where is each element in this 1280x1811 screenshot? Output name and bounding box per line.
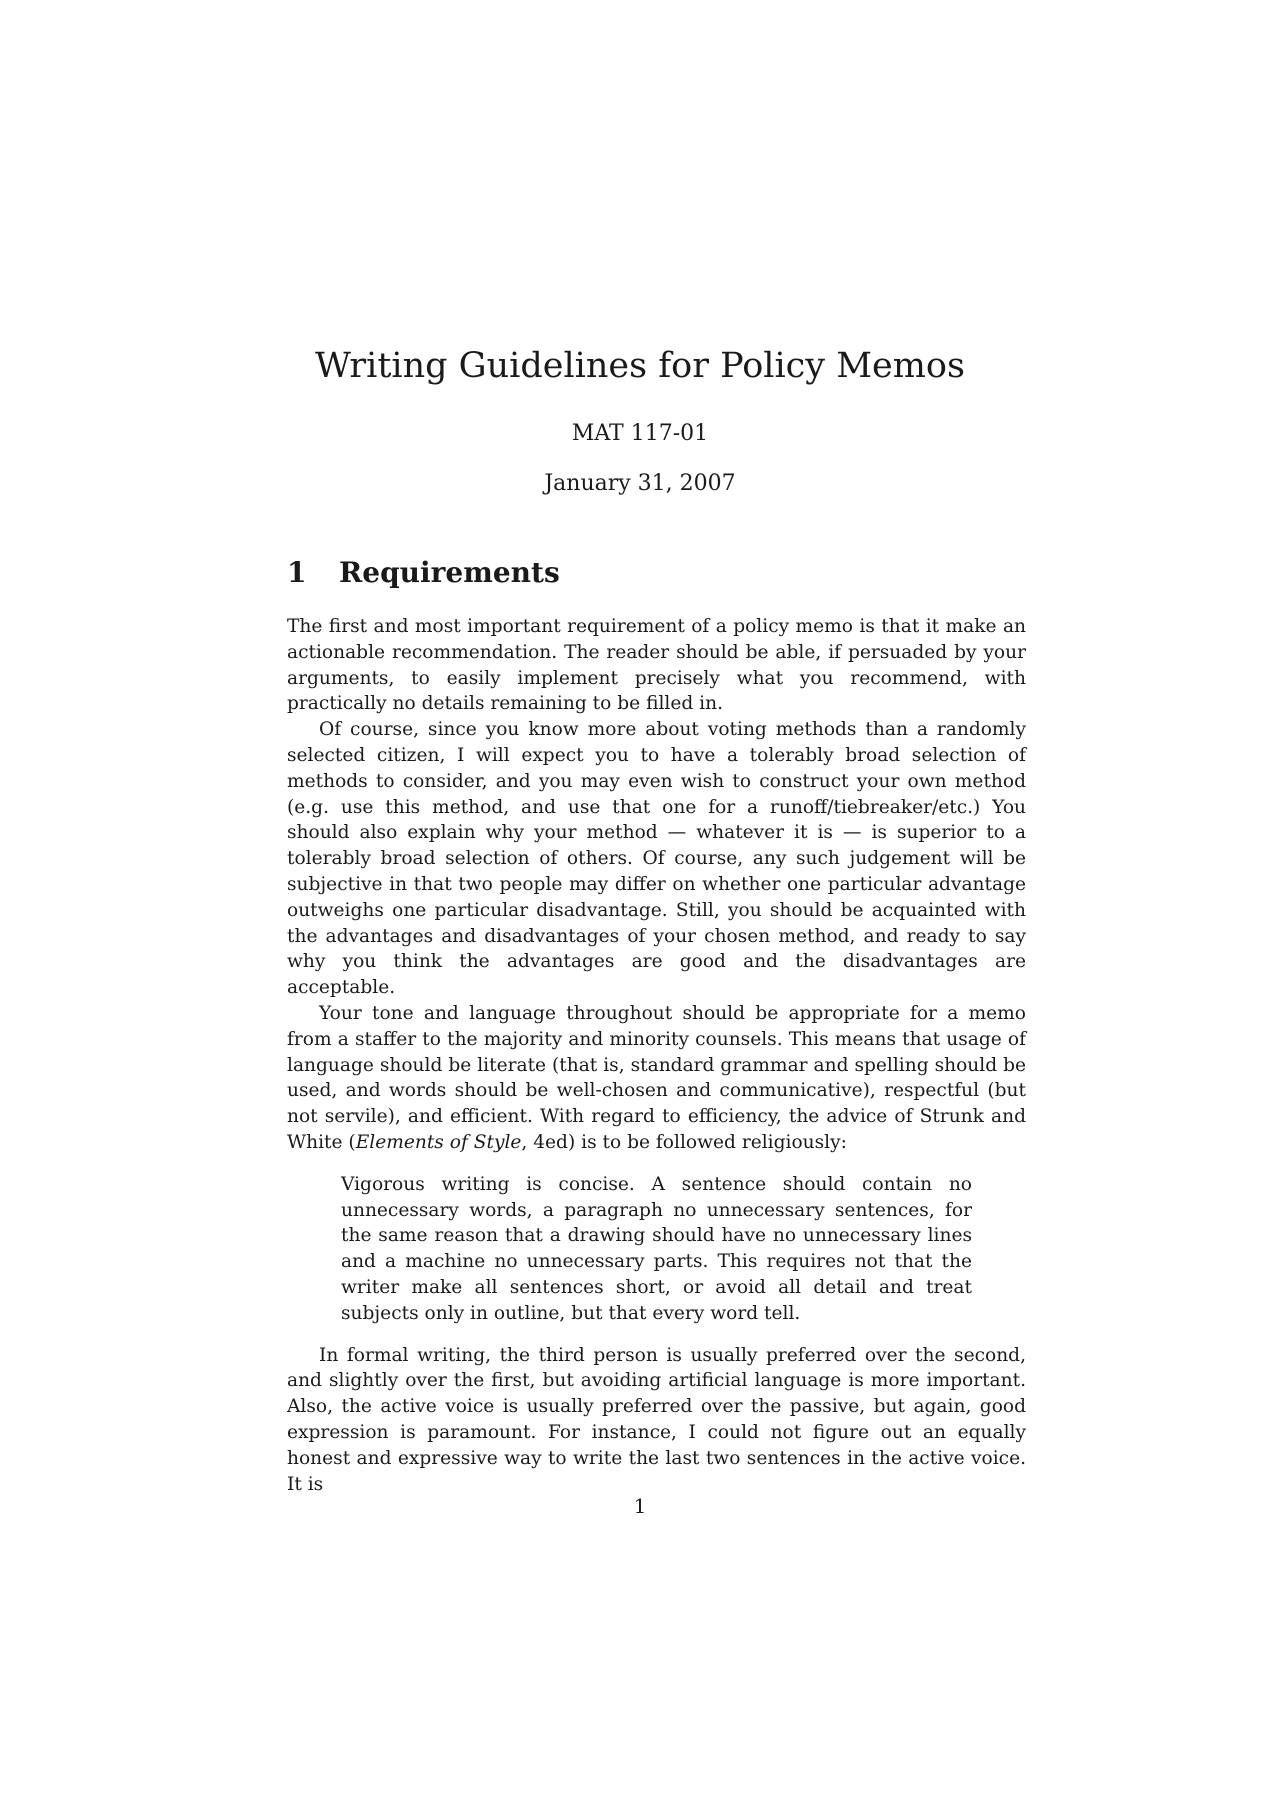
page-number: 1 <box>633 1494 647 1518</box>
course-code: MAT 117-01 <box>571 421 709 446</box>
document-title: Writing Guidelines for Policy Memos <box>315 346 965 386</box>
paragraph-3-text-end: , 4ed) is to be followed religiously: <box>521 1131 847 1153</box>
body-text <box>287 614 1026 1497</box>
section-heading <box>287 555 560 591</box>
document-date: January 31, 2007 <box>544 471 736 496</box>
paragraph-3 <box>287 1001 1026 1156</box>
section-number: 1 <box>287 556 307 589</box>
paragraph-3-text: Your tone and language throughout should be appropriate for a memo from a staffer to the majority and minority counsels. This means that usage of language should be literate (that is, standard grammar and spelling should be used, and words should be well-chosen and communicative), respectful (but not servile), and efficient. With regard to efficiency, the advice of Strunk and White ( <box>287 1002 1026 1153</box>
paragraph-2: Of course, since you know more about voting methods than a randomly selected citizen, I will expect you to have a tolerably broad selection of methods to consider, and you may even wish to construct your own method (e.g. use this method, and use that one for a runoff/tiebreaker/etc.) You should also explain why your method — whatever it is — is superior to a tolerably broad selection of others. Of course, any such judgement will be subjective in that two people may differ on whether one particular advantage outweighs one particular disadvantage. Still, you should be acquainted with the advantages and disadvantages of your chosen method, and ready to say why you think the advantages are good and the disadvantages are acceptable. <box>287 719 1026 999</box>
paragraph-1: The first and most important requirement of a policy memo is that it make an actionable recommendation. The reader should be able, if persuaded by your arguments, to easily implement precisely what you recommend, with practically no details remaining to be filled in. <box>287 616 1026 715</box>
book-title: Elements of Style <box>355 1131 522 1153</box>
paragraph-4: In formal writing, the third person is usually preferred over the second, and slightly over the first, but avoiding artificial language is more important. Also, the active voice is usually preferred over the passive, but again, good expression is paramount. For instance, I could not figure out an equally honest and expressive way to write the last two sentences in the active voice. It is <box>287 1344 1026 1495</box>
block-quote: Vigorous writing is concise. A sentence should contain no unnecessary words, a paragraph no unnecessary sentences, for the same reason that a drawing should have no unnecessary lines and a machine no unnecessary parts. This requires not that the writer make all sentences short, or avoid all detail and treat subjects only in outline, but that every word tell. <box>341 1173 972 1324</box>
section-title: Requirements <box>339 556 560 589</box>
